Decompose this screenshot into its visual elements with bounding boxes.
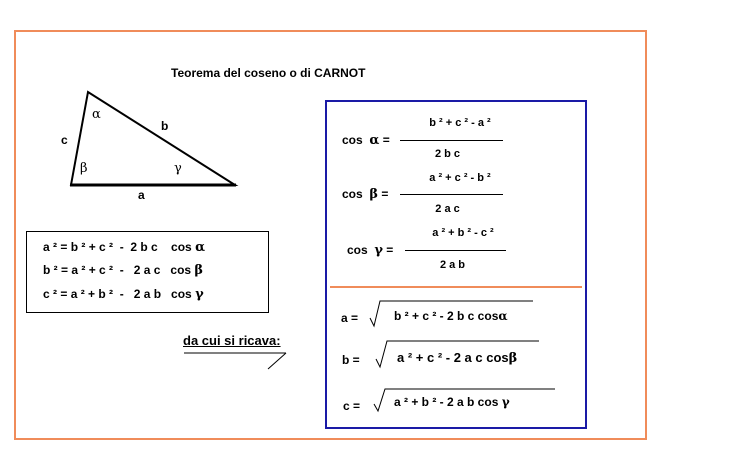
root-angle: α <box>498 309 508 323</box>
root-b-expression <box>397 350 517 366</box>
angle-gamma-label: γ <box>174 161 182 176</box>
root-a-label: a = <box>341 311 359 325</box>
page-title: Teorema del coseno o di CARNOT <box>171 66 366 80</box>
cos-beta-denominator: 2 a c <box>435 203 460 215</box>
cos-angle: β <box>369 187 378 202</box>
cos-angle: α <box>369 133 380 148</box>
cos-text: cos <box>342 187 363 201</box>
root-angle: β <box>508 351 518 366</box>
law-rhs: b ² + c ² - 2 b c cos <box>70 240 192 254</box>
cos-gamma-numerator: a ² + b ² - c ² <box>432 227 494 239</box>
angle-beta-label: β <box>80 161 88 176</box>
cos-eq: = <box>381 187 389 201</box>
law-lhs: b ² = <box>43 263 69 277</box>
side-a-label: a <box>138 188 145 202</box>
root-c-expression <box>394 395 510 409</box>
transition-text: da cui si ricava: <box>183 333 281 348</box>
root-a-expression <box>394 309 508 323</box>
root-expr-text: a ² + b ² - 2 a b cos <box>394 395 499 409</box>
root-b-label: b = <box>342 353 360 367</box>
cos-beta-numerator: a ² + c ² - b ² <box>429 172 491 184</box>
root-c-label: c = <box>343 399 361 413</box>
side-b-label: b <box>161 119 169 133</box>
cos-angle: γ <box>374 243 383 258</box>
cos-eq: = <box>386 243 394 257</box>
law-lhs: a ² = <box>43 240 68 254</box>
root-expr-text: b ² + c ² - 2 b c cos <box>394 309 499 323</box>
law-angle: β <box>194 263 204 278</box>
law-angle: α <box>195 240 206 255</box>
law-angle: γ <box>195 287 204 302</box>
law-lhs: c ² = <box>43 287 68 301</box>
cos-text: cos <box>347 243 368 257</box>
law-rhs: a ² + c ² - 2 a c cos <box>71 263 192 277</box>
cos-gamma-denominator: 2 a b <box>439 259 466 271</box>
root-expr-text: a ² + c ² - 2 a c cos <box>397 350 509 365</box>
cos-text: cos <box>342 133 363 147</box>
cos-alpha-numerator: b ² + c ² - a ² <box>429 117 491 129</box>
root-angle: γ <box>501 395 510 409</box>
cos-eq: = <box>382 133 390 147</box>
angle-alpha-label: α <box>92 107 101 122</box>
cos-alpha-denominator: 2 b c <box>434 148 461 160</box>
law-rhs: a ² + b ² - 2 a b cos <box>70 287 192 301</box>
side-c-label: c <box>61 133 68 147</box>
